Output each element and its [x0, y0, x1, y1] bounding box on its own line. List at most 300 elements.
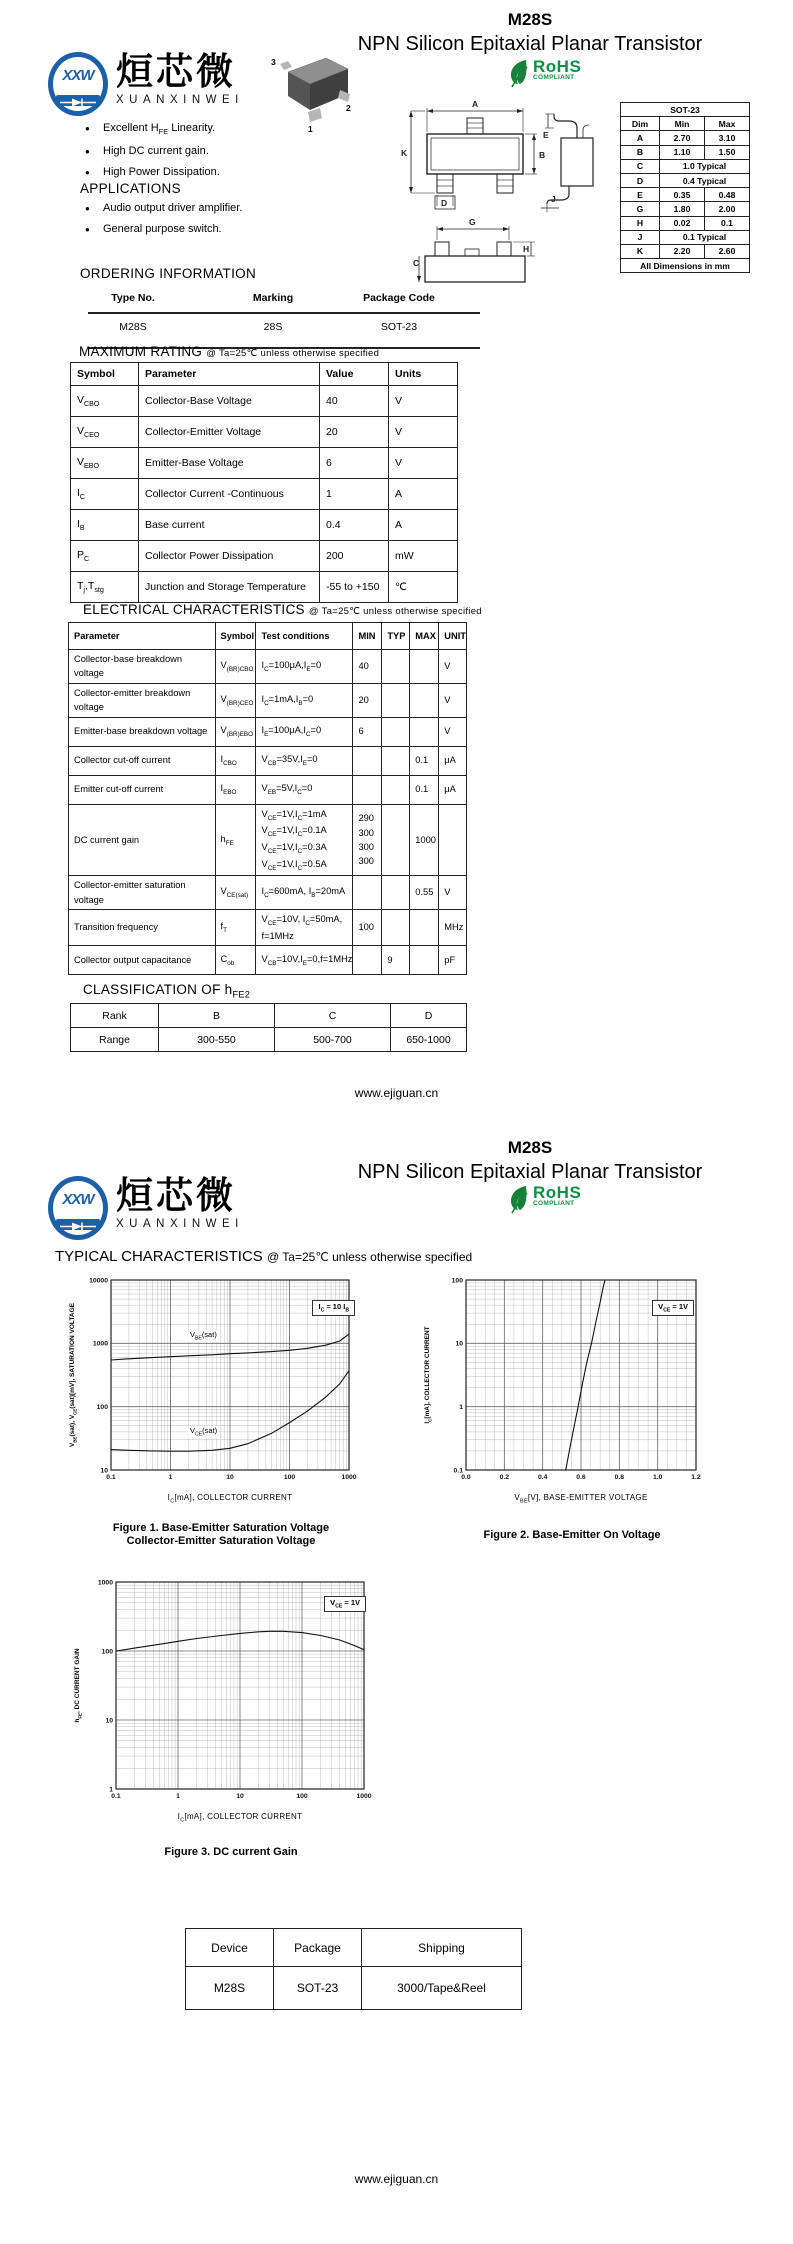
rohs-text	[533, 58, 581, 82]
table-row	[69, 650, 467, 684]
max-rating-conditions: @ Ta=25℃ unless otherwise specified	[206, 348, 380, 359]
page-subtitle: NPN Silicon Epitaxial Planar Transistor	[357, 33, 703, 55]
cell: 3000/Tape&Reel	[362, 1967, 522, 2010]
cell: $V_{(BR)CBO}$	[215, 650, 256, 684]
cell: Base current	[139, 510, 320, 541]
cell: K	[621, 244, 660, 258]
table-row	[71, 479, 458, 510]
cell	[353, 876, 382, 910]
figure2-chart	[424, 1276, 704, 1542]
cell: 100	[353, 910, 382, 946]
axis-tick-label: 1	[168, 1474, 173, 1481]
cell: Transition frequency	[69, 910, 216, 946]
cell: 3.10	[705, 131, 750, 145]
rohs-badge	[508, 58, 581, 93]
cell: C	[275, 1004, 391, 1028]
cell: MHz	[439, 910, 467, 946]
cell: 0.55	[410, 876, 439, 910]
cell: C	[621, 159, 660, 173]
cell	[382, 804, 410, 876]
figure2-y-axis-label: $I_C[mA]$, COLLECTOR CURRENT	[424, 1326, 433, 1424]
page1-footer-url: www.ejiguan.cn	[354, 1086, 439, 1100]
table-row	[71, 417, 458, 448]
logo-mark: XXW	[62, 1191, 94, 1208]
cell: Parameter	[139, 363, 320, 386]
cell: V	[439, 876, 467, 910]
figure3-plot	[90, 1578, 372, 1805]
cell: V	[439, 650, 467, 684]
cell: V	[389, 417, 458, 448]
cell: 1.80	[660, 202, 705, 216]
cell: A	[621, 131, 660, 145]
cell: ℃	[389, 572, 458, 603]
page2-header-titles	[270, 1138, 790, 1184]
typical-conditions: @ Ta=25℃ unless otherwise specified	[266, 1250, 473, 1264]
cell: Collector-emitter breakdown voltage	[69, 683, 216, 717]
axis-tick-label: 1	[109, 1786, 113, 1794]
cell: J	[621, 230, 660, 244]
cell: 0.4 Typical	[660, 173, 750, 187]
bullet-icon: ●	[85, 147, 90, 157]
rohs-badge	[508, 1184, 581, 1219]
axis-tick-label: 10	[236, 1793, 244, 1800]
application-item	[85, 223, 345, 235]
cell: mW	[389, 541, 458, 572]
cell: Value	[320, 363, 389, 386]
table-row	[621, 188, 750, 202]
logo-text	[116, 1176, 244, 1230]
cell: Shipping	[362, 1929, 522, 1967]
ordering-marking: 28S	[263, 321, 283, 333]
typical-characteristics-heading	[55, 1248, 472, 1265]
cell: 6	[353, 717, 382, 746]
cell: 40	[320, 386, 389, 417]
cell: UNIT	[439, 623, 467, 650]
cell: V	[439, 717, 467, 746]
ordering-heading: ORDERING INFORMATION	[80, 266, 256, 281]
cell: 0.1 Typical	[660, 230, 750, 244]
bullet-icon: ●	[85, 124, 90, 133]
cell: 9	[382, 946, 410, 975]
dim-label-d: D	[441, 198, 448, 208]
cell	[410, 946, 439, 975]
axis-tick-label: 100	[96, 1404, 108, 1412]
feature-item	[85, 166, 345, 178]
dim-label-k: K	[401, 148, 408, 158]
cell: $V_{CB}=35V,I_E=0$	[256, 746, 353, 775]
cell: $V_{CE}=10V$, $I_C=50mA$, f=1MHz	[256, 910, 353, 946]
figure3-chart	[74, 1578, 372, 1859]
cell: 0.4	[320, 510, 389, 541]
cell: V	[389, 448, 458, 479]
cell: MAX	[410, 623, 439, 650]
cell: $V_{CE}=1V,I_C=1mA$ $V_{CE}=1V,I_C=0.1A$ $V_{CE}=1V,I_C=0.3A$ $V_{CE}=1V,I_C=0.5A$	[256, 804, 353, 876]
table-row	[69, 910, 467, 946]
logo-mark: XXW	[62, 67, 94, 84]
axis-tick-label: 0.1	[106, 1474, 116, 1481]
cell: $V_{CE(sat)}$	[215, 876, 256, 910]
cell: Rank	[71, 1004, 159, 1028]
cell	[439, 804, 467, 876]
axis-tick-label: 1.2	[691, 1474, 701, 1481]
cell: 0.35	[660, 188, 705, 202]
table-row	[621, 230, 750, 244]
cell: H	[621, 216, 660, 230]
cell: $I_C=100\mu A,I_E=0$	[256, 650, 353, 684]
axis-tick-label: 1000	[97, 1579, 113, 1587]
cell	[410, 910, 439, 946]
table-row	[71, 510, 458, 541]
cell	[410, 717, 439, 746]
logo-diode-icon	[56, 1219, 100, 1230]
cell	[382, 746, 410, 775]
cell: TYP	[382, 623, 410, 650]
table-row	[69, 717, 467, 746]
logo-english-name: XUANXINWEI	[116, 93, 244, 106]
cell: Device	[186, 1929, 274, 1967]
cell: Max	[705, 117, 750, 131]
cell: A	[389, 510, 458, 541]
cell	[382, 775, 410, 804]
typical-heading-text: TYPICAL CHARACTERISTICS	[55, 1248, 263, 1265]
logo-chinese-name: 烜芯微	[116, 1175, 236, 1216]
cell: D	[391, 1004, 467, 1028]
cell: E	[621, 188, 660, 202]
application-text: Audio output driver amplifier.	[103, 202, 243, 214]
page-subtitle: NPN Silicon Epitaxial Planar Transistor	[357, 1161, 703, 1183]
chart-svg	[90, 1578, 372, 1805]
cell: $I_C$	[71, 479, 139, 510]
cell: $f_T$	[215, 910, 256, 946]
table-row	[69, 946, 467, 975]
cell: Test conditions	[256, 623, 353, 650]
application-item	[85, 202, 345, 214]
cell: $I_E=100\mu A,I_C=0$	[256, 717, 353, 746]
cell: A	[389, 479, 458, 510]
figure3-annotation: $V_{CE} = 1V$	[324, 1596, 366, 1612]
cell	[353, 775, 382, 804]
cell: 0.1	[410, 746, 439, 775]
axis-tick-label: 0.4	[537, 1474, 548, 1481]
feature-text: High DC current gain.	[103, 145, 209, 158]
table-header-row	[621, 117, 750, 131]
cell: Collector cut-off current	[69, 746, 216, 775]
cell: V	[439, 683, 467, 717]
ordering-package-code: SOT-23	[380, 321, 418, 333]
dim-label-e: E	[543, 130, 549, 140]
cell: 650-1000	[391, 1028, 467, 1052]
cell: 40	[353, 650, 382, 684]
cell	[382, 717, 410, 746]
rohs-compliant-label: COMPLIANT	[533, 74, 575, 81]
cell: $I_C=600mA$, $I_B=20mA$	[256, 876, 353, 910]
vbe-sat-curve-label: $V_{BE}(sat)$	[190, 1330, 217, 1342]
rohs-text	[533, 1184, 581, 1208]
table-row	[71, 572, 458, 603]
feature-item	[85, 122, 345, 136]
figure2-x-axis-label: $V_{BE}[V]$, BASE-EMITTER VOLTAGE	[514, 1493, 648, 1505]
ordering-col-header: Type No.	[111, 292, 155, 304]
cell: Collector output capacitance	[69, 946, 216, 975]
rohs-title: RoHS	[533, 57, 582, 76]
table-row	[621, 131, 750, 145]
cell: $V_{CB}=10V,I_E=0,f=1MHz$	[256, 946, 353, 975]
axis-tick-label: 1	[176, 1793, 180, 1800]
cell: MIN	[353, 623, 382, 650]
cell	[382, 876, 410, 910]
dim-label-a: A	[472, 99, 479, 109]
figure1-x-axis-label: $I_C[mA]$, COLLECTOR CURRENT	[167, 1493, 293, 1505]
cell: Units	[389, 363, 458, 386]
axis-tick-label: 1.0	[652, 1474, 663, 1481]
axis-tick-label: 1000	[92, 1340, 108, 1348]
table-row	[186, 1967, 522, 2010]
cell: $I_{EBO}$	[215, 775, 256, 804]
table-row	[621, 259, 750, 273]
ordering-col-header: Marking	[252, 292, 294, 304]
cell: 6	[320, 448, 389, 479]
rohs-compliant-label: COMPLIANT	[533, 1200, 575, 1207]
axis-tick-label: 0.8	[614, 1474, 625, 1481]
cell: 2.60	[705, 244, 750, 258]
cell: $h_{FE}$	[215, 804, 256, 876]
cell: Collector Power Dissipation	[139, 541, 320, 572]
cell: Emitter cut-off current	[69, 775, 216, 804]
cell: $P_C$	[71, 541, 139, 572]
cell: -55 to +150	[320, 572, 389, 603]
axis-tick-label: 100	[101, 1648, 113, 1656]
table-header-row	[69, 623, 467, 650]
cell	[382, 910, 410, 946]
cell	[382, 683, 410, 717]
table-row	[621, 216, 750, 230]
cell: DC current gain	[69, 804, 216, 876]
axis-tick-label: 0.1	[453, 1467, 463, 1475]
axis-tick-label: 10000	[89, 1277, 108, 1285]
dim-label-h: H	[523, 244, 530, 254]
electrical-characteristics-table	[68, 622, 467, 975]
cell: 0.1	[410, 775, 439, 804]
table-row	[69, 775, 467, 804]
table-row	[71, 386, 458, 417]
table-row	[621, 145, 750, 159]
page-title: M28S	[507, 1138, 553, 1157]
table-header-row	[186, 1929, 522, 1967]
company-logo	[48, 1176, 244, 1240]
dim-label-b: B	[539, 150, 546, 160]
cell: $V_{(BR)EBO}$	[215, 717, 256, 746]
cell	[382, 650, 410, 684]
table-row	[71, 448, 458, 479]
electrical-heading	[83, 602, 482, 617]
cell: Symbol	[71, 363, 139, 386]
cell: B	[621, 145, 660, 159]
cell: 290 300 300 300	[353, 804, 382, 876]
cell: Junction and Storage Temperature	[139, 572, 320, 603]
cell: Min	[660, 117, 705, 131]
cell: SOT-23	[274, 1967, 362, 2010]
figure3-y-axis-label: $h_{FE}$, DC CURRENT GAIN	[74, 1648, 83, 1723]
bullet-icon: ●	[85, 225, 90, 234]
figure3-caption: Figure 3. DC current Gain	[164, 1845, 298, 1858]
pin3-label: 3	[271, 57, 276, 67]
ordering-table	[88, 292, 480, 349]
cell: $I_C=1mA,I_B=0$	[256, 683, 353, 717]
figure2-annotation: $V_{CE} = 1V$	[652, 1300, 694, 1316]
cell: Collector Current -Continuous	[139, 479, 320, 510]
cell: Package	[274, 1929, 362, 1967]
table-title-row	[621, 103, 750, 117]
feature-item	[85, 145, 345, 157]
cell: 1000	[410, 804, 439, 876]
cell: μA	[439, 746, 467, 775]
cell: $V_{EBO}$	[71, 448, 139, 479]
figure1-annotation: $I_C = 10$ $I_B$	[312, 1300, 355, 1316]
cell: 500-700	[275, 1028, 391, 1052]
cell: 20	[320, 417, 389, 448]
rohs-title: RoHS	[533, 1183, 582, 1202]
table-row	[69, 683, 467, 717]
axis-tick-label: 0.0	[461, 1474, 471, 1481]
cell: V	[389, 386, 458, 417]
applications-list	[85, 202, 345, 244]
axis-tick-label: 0.6	[576, 1474, 586, 1481]
cell	[410, 683, 439, 717]
cell: $V_{CEO}$	[71, 417, 139, 448]
axis-tick-label: 0.1	[111, 1793, 121, 1800]
max-rating-table	[70, 362, 458, 603]
cell	[353, 746, 382, 775]
cell: $T_j,T_{stg}$	[71, 572, 139, 603]
table-row	[71, 541, 458, 572]
classification-table	[70, 1003, 467, 1052]
electrical-heading-text: ELECTRICAL CHARACTERISTICS	[83, 602, 305, 617]
figure2-caption: Figure 2. Base-Emitter On Voltage	[483, 1528, 661, 1541]
figure1-y-axis-label: $V_{BE}(sat)$, $V_{CE}(sat)[mV]$, SATURATION VOLTAGE	[69, 1303, 78, 1447]
cell: Collector-Base Voltage	[139, 386, 320, 417]
cell: Collector-base breakdown voltage	[69, 650, 216, 684]
axis-tick-label: 10	[100, 1467, 108, 1475]
figure1-caption: Figure 1. Base-Emitter Saturation Voltage Collector-Emitter Saturation Voltage	[112, 1521, 330, 1548]
table-row	[621, 173, 750, 187]
cell: B	[159, 1004, 275, 1028]
cell: Emitter-Base Voltage	[139, 448, 320, 479]
page-title: M28S	[507, 10, 553, 29]
cell: $I_{CBO}$	[215, 746, 256, 775]
cell: Emitter-base breakdown voltage	[69, 717, 216, 746]
feature-text: High Power Dissipation.	[103, 166, 220, 179]
cell: 1.0 Typical	[660, 159, 750, 173]
table-row	[69, 746, 467, 775]
cell: 0.02	[660, 216, 705, 230]
cell: μA	[439, 775, 467, 804]
axis-tick-label: 100	[283, 1474, 296, 1481]
axis-tick-label: 10	[105, 1717, 113, 1725]
axis-tick-label: 100	[296, 1793, 308, 1800]
max-rating-heading	[79, 344, 379, 359]
cell: Collector-emitter saturation voltage	[69, 876, 216, 910]
ordering-header-row	[88, 292, 480, 314]
axis-tick-label: 10	[455, 1340, 463, 1348]
classification-heading: CLASSIFICATION OF $h_{FE2}$	[83, 982, 251, 1000]
features-list	[85, 122, 345, 187]
table-row	[621, 202, 750, 216]
cell: 2.20	[660, 244, 705, 258]
cell: pF	[439, 946, 467, 975]
table-row	[69, 876, 467, 910]
figure3-x-axis-label: $I_C[mA]$, COLLECTOR CURRENT	[177, 1812, 303, 1824]
company-logo	[48, 52, 244, 116]
cell: $V_{EB}=5V,I_C=0$	[256, 775, 353, 804]
cell: SOT-23	[621, 103, 750, 117]
axis-tick-label: 0.2	[499, 1474, 510, 1481]
logo-circle-icon	[48, 52, 108, 116]
rohs-leaf-icon	[508, 1184, 530, 1219]
dim-label-g: G	[469, 217, 476, 227]
ordering-col-header: Package Code	[363, 292, 435, 304]
table-row	[71, 1004, 467, 1028]
bullet-icon: ●	[85, 204, 90, 213]
ordering-type-no: M28S	[119, 321, 147, 333]
axis-tick-label: 10	[226, 1474, 234, 1481]
cell: Symbol	[215, 623, 256, 650]
logo-diode-icon	[56, 95, 100, 106]
cell: 2.00	[705, 202, 750, 216]
axis-tick-label: 1000	[356, 1793, 372, 1800]
cell: 1.10	[660, 145, 705, 159]
table-header-row	[71, 363, 458, 386]
cell: 0.1	[705, 216, 750, 230]
device-shipping-table	[185, 1928, 522, 2010]
cell: M28S	[186, 1967, 274, 2010]
table-row	[621, 244, 750, 258]
cell: 1.50	[705, 145, 750, 159]
cell: D	[621, 173, 660, 187]
page2-footer-url: www.ejiguan.cn	[354, 2172, 439, 2186]
cell: 0.48	[705, 188, 750, 202]
cell: 20	[353, 683, 382, 717]
logo-english-name: XUANXINWEI	[116, 1217, 244, 1230]
cell: 300-550	[159, 1028, 275, 1052]
cell	[410, 650, 439, 684]
cell: $I_B$	[71, 510, 139, 541]
cell: 2.70	[660, 131, 705, 145]
table-row	[71, 1028, 467, 1052]
package-outline-drawing	[395, 96, 610, 297]
bullet-icon: ●	[85, 168, 90, 178]
logo-chinese-name: 烜芯微	[116, 51, 236, 92]
pin2-label: 2	[346, 103, 351, 113]
feature-text: Excellent $H_{FE}$ Linearity.	[103, 122, 216, 137]
cell: Range	[71, 1028, 159, 1052]
sot23-dimension-table	[620, 102, 750, 273]
rohs-leaf-icon	[508, 58, 530, 93]
max-rating-heading-text: MAXIMUM RATING	[79, 344, 203, 359]
axis-tick-label: 1	[459, 1404, 463, 1412]
table-row	[621, 159, 750, 173]
cell: Parameter	[69, 623, 216, 650]
cell: All Dimensions in mm	[621, 259, 750, 273]
cell: 1	[320, 479, 389, 510]
cell: G	[621, 202, 660, 216]
electrical-conditions: @ Ta=25℃ unless otherwise specified	[308, 606, 482, 617]
table-row	[69, 804, 467, 876]
cell	[353, 946, 382, 975]
applications-heading: APPLICATIONS	[80, 181, 181, 196]
application-text: General purpose switch.	[103, 223, 222, 235]
logo-text	[116, 52, 244, 106]
cell: $V_{CBO}$	[71, 386, 139, 417]
